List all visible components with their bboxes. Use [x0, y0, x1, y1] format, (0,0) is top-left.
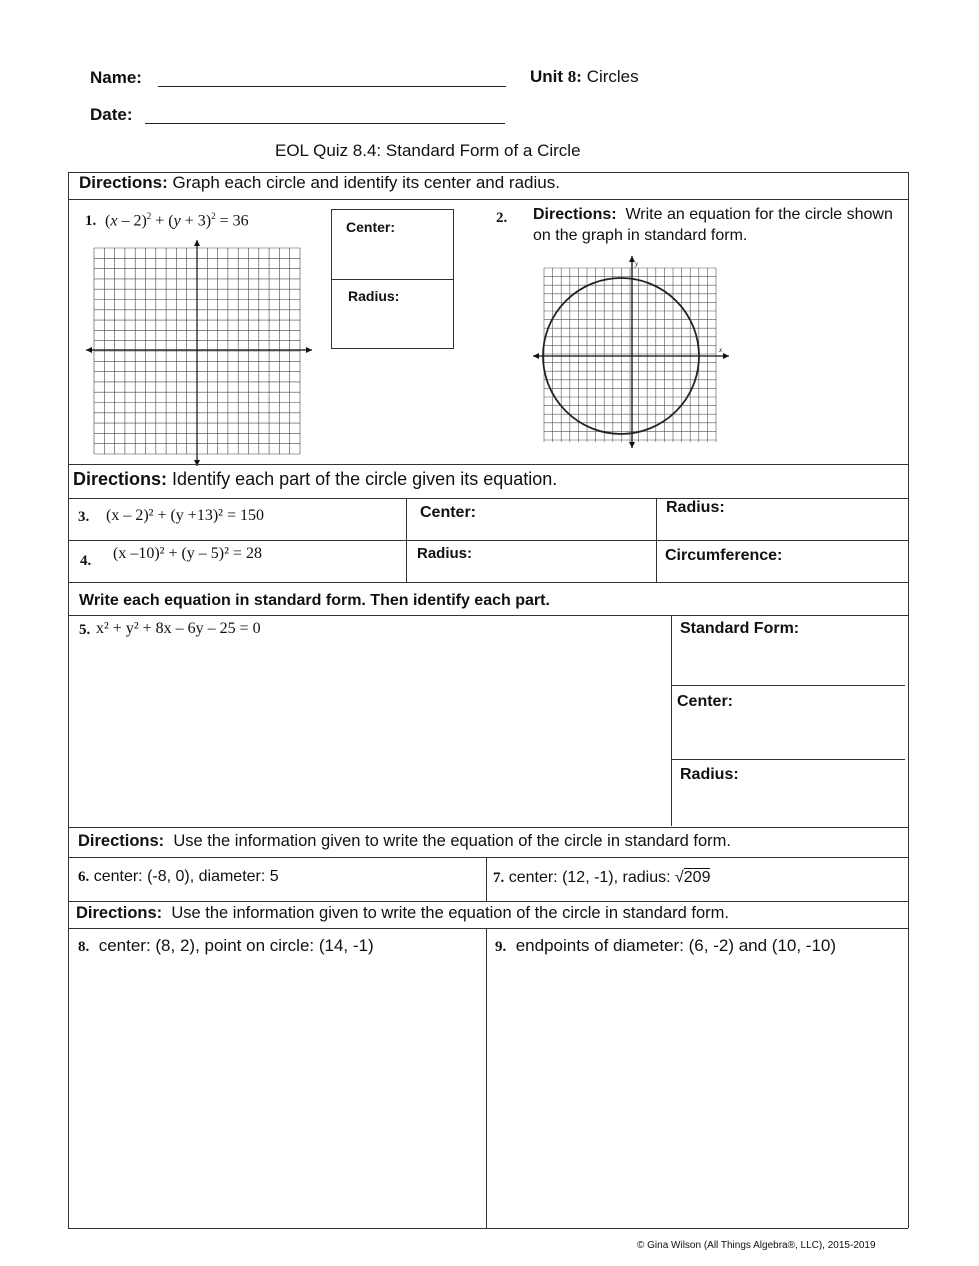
q8-number: 8. [78, 939, 90, 955]
divider [68, 582, 908, 583]
q6 [78, 868, 279, 886]
q7-radical: √209 [675, 869, 711, 886]
q1-center-label: Center: [346, 219, 396, 235]
q5-equation: x² + y² + 8x – 6y – 25 = 0 [96, 620, 261, 637]
q5-radius-label: Radius: [680, 766, 739, 783]
quiz-title [275, 141, 581, 161]
x-axis-right-arrow [723, 353, 729, 359]
q1-radius-label: Radius: [348, 288, 400, 304]
q8-text: center: (8, 2), point on circle: (14, -1) [98, 936, 374, 955]
divider [68, 857, 908, 858]
q6-text: center: (-8, 0), diameter: 5 [93, 868, 279, 885]
q8 [78, 936, 374, 956]
unit-heading [530, 67, 639, 87]
q5-number: 5. [79, 622, 91, 638]
x-axis-label: x [719, 346, 723, 354]
section3-directions: Write each equation in standard form. Then identify each part. [79, 592, 550, 609]
q2-number: 2. [496, 210, 508, 226]
x-axis-left-arrow [86, 347, 92, 353]
q4-circumference-label: Circumference: [665, 547, 783, 564]
date-label: Date: [90, 105, 133, 124]
y-axis-down-arrow [629, 442, 635, 448]
section2-directions: Directions: Identify each part of the circle given its equation. [73, 469, 558, 489]
q2-circle-graph [533, 256, 729, 448]
divider [68, 540, 908, 541]
quiz-label: EOL Quiz 8.4: [275, 141, 382, 160]
quiz-subtitle: Standard Form of a Circle [385, 141, 581, 160]
section1-directions [79, 173, 560, 193]
q1-equation: $(x - 2)^2 + (y + 3)^2 = 36$ [105, 211, 249, 230]
q1-answer-box [331, 209, 454, 349]
q5-center-label: Center: [677, 693, 734, 710]
q3-center-label: Center: [420, 504, 477, 521]
q2-directions: Directions: Write an equation for the circle shown on the graph in standard form. [533, 206, 893, 244]
divider [68, 199, 908, 200]
directions-label: Directions: [79, 173, 168, 192]
divider [68, 928, 908, 929]
divider [672, 759, 905, 760]
q3-number: 3. [78, 509, 90, 525]
q9-text: endpoints of diameter: (6, -2) and (10, -10) [515, 936, 837, 955]
q7-number: 7. [493, 870, 505, 886]
divider [68, 498, 908, 499]
section4-directions: Directions: Use the information given to write the equation of the circle in standard form. [78, 832, 731, 850]
unit-label: Unit [530, 67, 564, 86]
divider [68, 464, 908, 465]
section5-directions: Directions: Use the information given to write the equation of the circle in standard form. [76, 904, 729, 922]
y-axis-up-arrow [194, 240, 200, 246]
y-axis-down-arrow [194, 460, 200, 466]
unit-number: 8: [567, 67, 582, 86]
border-right [908, 172, 909, 1228]
divider [671, 615, 672, 826]
border-bottom [68, 1228, 908, 1229]
directions-text: Graph each circle and identify its center and radius. [172, 173, 560, 192]
q4-equation: (x –10)² + (y – 5)² = 28 [113, 545, 262, 562]
q9 [495, 936, 836, 956]
q4-radius-label: Radius: [417, 545, 473, 562]
q3-equation: (x – 2)² + (y +13)² = 150 [106, 507, 264, 524]
y-axis-label: y [635, 260, 639, 268]
unit-topic: Circles [586, 67, 639, 86]
x-axis-left-arrow [533, 353, 539, 359]
divider [68, 901, 908, 902]
divider [486, 857, 487, 901]
q5-standard-form-label: Standard Form: [680, 620, 800, 637]
divider [68, 827, 908, 828]
divider [486, 928, 487, 1228]
date-field[interactable] [145, 123, 505, 124]
divider [68, 615, 908, 616]
x-axis-right-arrow [306, 347, 312, 353]
name-field[interactable] [158, 86, 506, 87]
q3-radius-label: Radius: [666, 499, 725, 516]
q4-number: 4. [80, 553, 92, 569]
q9-number: 9. [495, 939, 507, 955]
q1-number: 1. [85, 213, 97, 229]
name-label: Name: [90, 68, 142, 87]
divider [672, 685, 905, 686]
q6-number: 6. [78, 869, 90, 885]
divider [332, 279, 453, 280]
q1-coordinate-grid[interactable] [86, 240, 312, 466]
q7 [493, 869, 710, 887]
q7-text: center: (12, -1), radius: [508, 869, 671, 886]
border-left [68, 172, 69, 1228]
copyright-footer: © Gina Wilson (All Things Algebra®, LLC), 2015-2019 [637, 1240, 876, 1251]
